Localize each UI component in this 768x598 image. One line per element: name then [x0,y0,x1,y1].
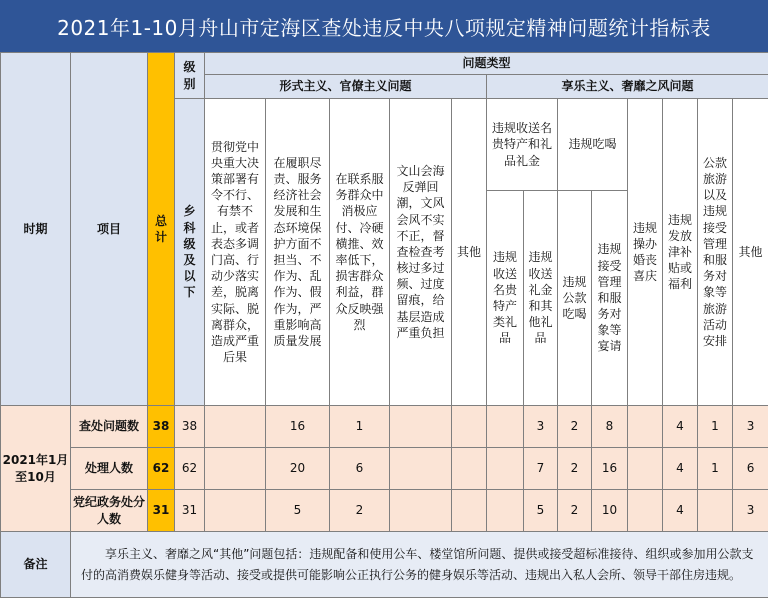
value-cell: 10 [592,490,628,532]
value-cell: 3 [524,406,558,448]
row-label: 党纪政务处分人数 [71,490,148,532]
value-cell: 2 [558,448,592,490]
value-cell: 2 [558,406,592,448]
row-label: 查处问题数 [71,406,148,448]
value-cell: 3 [733,490,768,532]
level-cell: 62 [175,448,205,490]
item-header: 项目 [71,53,148,406]
col-hedonism-1: 违规收送名贵特产类礼品 [487,191,524,406]
value-cell [205,490,266,532]
value-cell [390,448,452,490]
value-cell: 7 [524,448,558,490]
formalism-header: 形式主义、官僚主义问题 [205,75,487,99]
value-cell [390,406,452,448]
value-cell [628,490,663,532]
eating-group-header: 违规吃喝 [558,99,628,191]
level-sub-header: 乡科级及以下 [175,99,205,406]
value-cell: 4 [663,448,698,490]
level-header: 级别 [175,53,205,99]
value-cell [205,406,266,448]
value-cell: 5 [524,490,558,532]
value-cell [698,490,733,532]
value-cell: 16 [266,406,330,448]
col-hedonism-7: 公款旅游以及违规接受管理和服务对象等旅游活动安排 [698,99,733,406]
sheet-title: 2021年1-10月舟山市定海区查处违反中央八项规定精神问题统计指标表 [0,0,768,52]
value-cell: 4 [663,490,698,532]
value-cell: 2 [330,490,390,532]
value-cell: 4 [663,406,698,448]
problem-type-header: 问题类型 [205,53,768,75]
value-cell: 6 [733,448,768,490]
value-cell [487,490,524,532]
value-cell [487,406,524,448]
col-hedonism-other: 其他 [733,99,768,406]
statistics-table [0,52,768,598]
value-cell [487,448,524,490]
value-cell [628,448,663,490]
col-hedonism-6: 违规发放津补贴或福利 [663,99,698,406]
col-formalism-other: 其他 [452,99,487,406]
value-cell [452,406,487,448]
table-row [1,448,768,490]
col-hedonism-4: 违规接受管理和服务对象等宴请 [592,191,628,406]
total-cell: 62 [148,448,175,490]
col-formalism-2: 在履职尽责、服务经济社会发展和生态环境保护方面不担当、不作为、乱作为、假作为，严重影响高质量发展 [266,99,330,406]
value-cell: 1 [698,406,733,448]
value-cell: 1 [330,406,390,448]
value-cell [452,490,487,532]
col-hedonism-3: 违规公款吃喝 [558,191,592,406]
period-cell: 2021年1月至10月 [1,406,71,532]
col-hedonism-5: 违规操办婚丧喜庆 [628,99,663,406]
col-formalism-3: 在联系服务群众中消极应付、冷硬横推、效率低下，损害群众利益，群众反映强烈 [330,99,390,406]
gifts-group-header: 违规收送名贵特产和礼品礼金 [487,99,558,191]
level-cell: 31 [175,490,205,532]
value-cell [452,448,487,490]
value-cell: 2 [558,490,592,532]
value-cell: 20 [266,448,330,490]
row-label: 处理人数 [71,448,148,490]
note-text: 享乐主义、奢靡之风“其他”问题包括：违规配备和使用公车、楼堂馆所问题、提供或接受超标准接待、组织或参加用公款支付的高消费娱乐健身等活动、接受或提供可能影响公正执行公务的健身娱乐等活动、违规出入私人会所、领导干部住房违规。 [71,532,768,598]
total-header: 总计 [148,53,175,406]
value-cell: 3 [733,406,768,448]
value-cell: 16 [592,448,628,490]
col-hedonism-2: 违规收送礼金和其他礼品 [524,191,558,406]
col-formalism-1: 贯彻党中央重大决策部署有令不行、有禁不止，或者表态多调门高、行动少落实差，脱离实际、脱离群众，造成严重后果 [205,99,266,406]
period-header: 时期 [1,53,71,406]
table-row [1,406,768,448]
col-formalism-4: 文山会海反弹回潮，文风会风不实不正，督查检查考核过多过频、过度留痕，给基层造成严重负担 [390,99,452,406]
hedonism-header: 享乐主义、奢靡之风问题 [487,75,768,99]
level-cell: 38 [175,406,205,448]
value-cell [628,406,663,448]
table-row [1,490,768,532]
total-cell: 38 [148,406,175,448]
value-cell [205,448,266,490]
note-label: 备注 [1,532,71,598]
value-cell: 6 [330,448,390,490]
value-cell: 1 [698,448,733,490]
total-cell: 31 [148,490,175,532]
value-cell: 5 [266,490,330,532]
value-cell: 8 [592,406,628,448]
value-cell [390,490,452,532]
